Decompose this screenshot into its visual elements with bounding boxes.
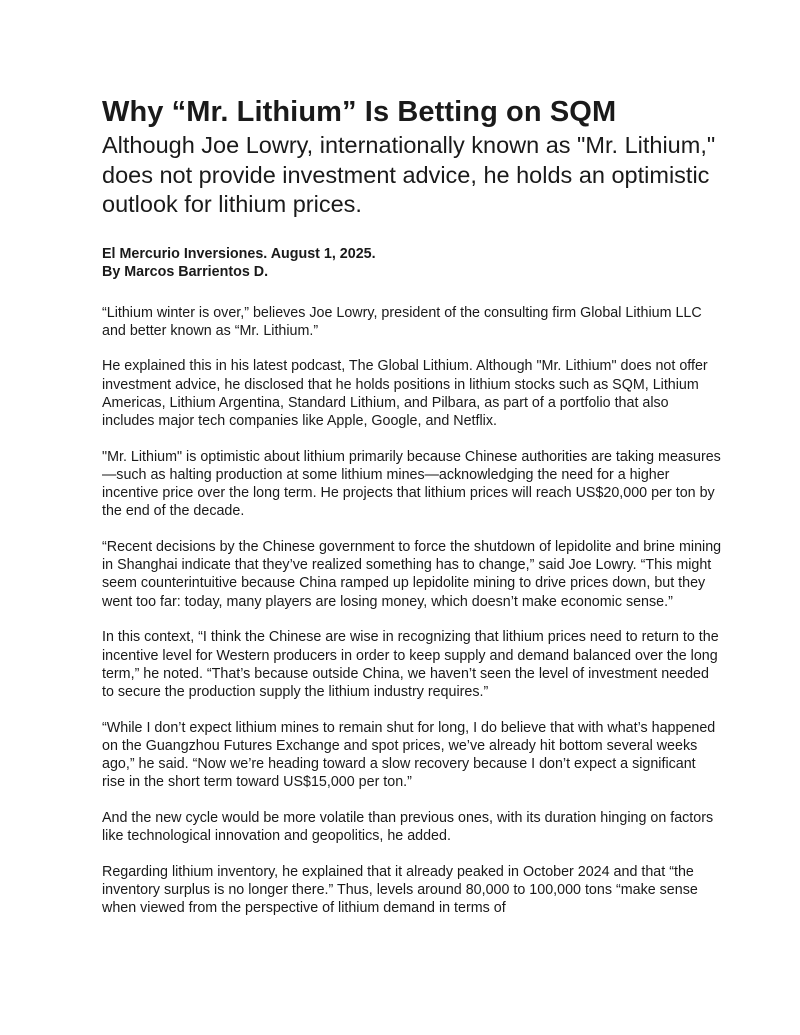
paragraph: “Lithium winter is over,” believes Joe Lowry, president of the consulting firm Global Lithium LLC and better known as “Mr. Lithium.” (102, 304, 702, 339)
paragraph: “While I don’t expect lithium mines to remain shut for long, I do believe that with what’s happened on the Guangzhou Futures Exchange and spot prices, we’ve already hit bottom several weeks ago,” he said. “Now we’re heading toward a slow recovery because I don’t expect a significant rise in the short term toward US$15,000 per ton.” (102, 719, 716, 791)
article (102, 95, 722, 935)
article-subtitle: Although Joe Lowry, internationally known as "Mr. Lithium," does not provide investment advice, he holds an optimistic outlook for lithium prices. (102, 132, 716, 217)
paragraph: In this context, “I think the Chinese are wise in recognizing that lithium prices need to return to the incentive level for Western producers in order to keep supply and demand balanced over the long term,” he noted. “That’s because outside China, we haven’t seen the level of investment needed to secure the production supply the lithium industry requires.” (102, 629, 719, 700)
paragraph: Regarding lithium inventory, he explained that it already peaked in October 2024 and that “the inventory surplus is no longer there.” Thus, levels around 80,000 to 100,000 tons “make sense when viewed from the perspective of lithium demand in terms of (102, 863, 698, 917)
paragraph: "Mr. Lithium" is optimistic about lithium primarily because Chinese authorities are taking measures—such as halting production at some lithium mines—acknowledging the need for a higher incentive price over the long term. He projects that lithium prices will reach US$20,000 per ton by the end of the decade. (102, 448, 721, 520)
paragraph: “Recent decisions by the Chinese government to force the shutdown of lepidolite and brine mining in Shanghai indicate that they’ve realized something has to change,” said Joe Lowry. “This might seem counterintuitive because China ramped up lepidolite mining to drive prices down, but they went too far: today, many players are losing money, which doesn’t make economic sense.” (102, 539, 722, 610)
author-line: By Marcos Barrientos D. (102, 263, 269, 280)
byline (102, 245, 722, 281)
article-body (102, 304, 722, 918)
paragraph: And the new cycle would be more volatile than previous ones, with its duration hinging on factors like technological innovation and geopolitics, he added. (102, 809, 714, 845)
source-line: El Mercurio Inversiones. August 1, 2025. (102, 245, 376, 262)
paragraph: He explained this in his latest podcast, The Global Lithium. Although "Mr. Lithium" does not offer investment advice, he disclosed that he holds positions in lithium stocks such as SQM, Lithium Americas, Lithium Argentina, Standard Lithium, and Pilbara, as part of a portfolio that also includes major tech companies like Apple, Google, and Netflix. (102, 358, 708, 430)
article-title: Why “Mr. Lithium” Is Betting on SQM (102, 96, 617, 128)
